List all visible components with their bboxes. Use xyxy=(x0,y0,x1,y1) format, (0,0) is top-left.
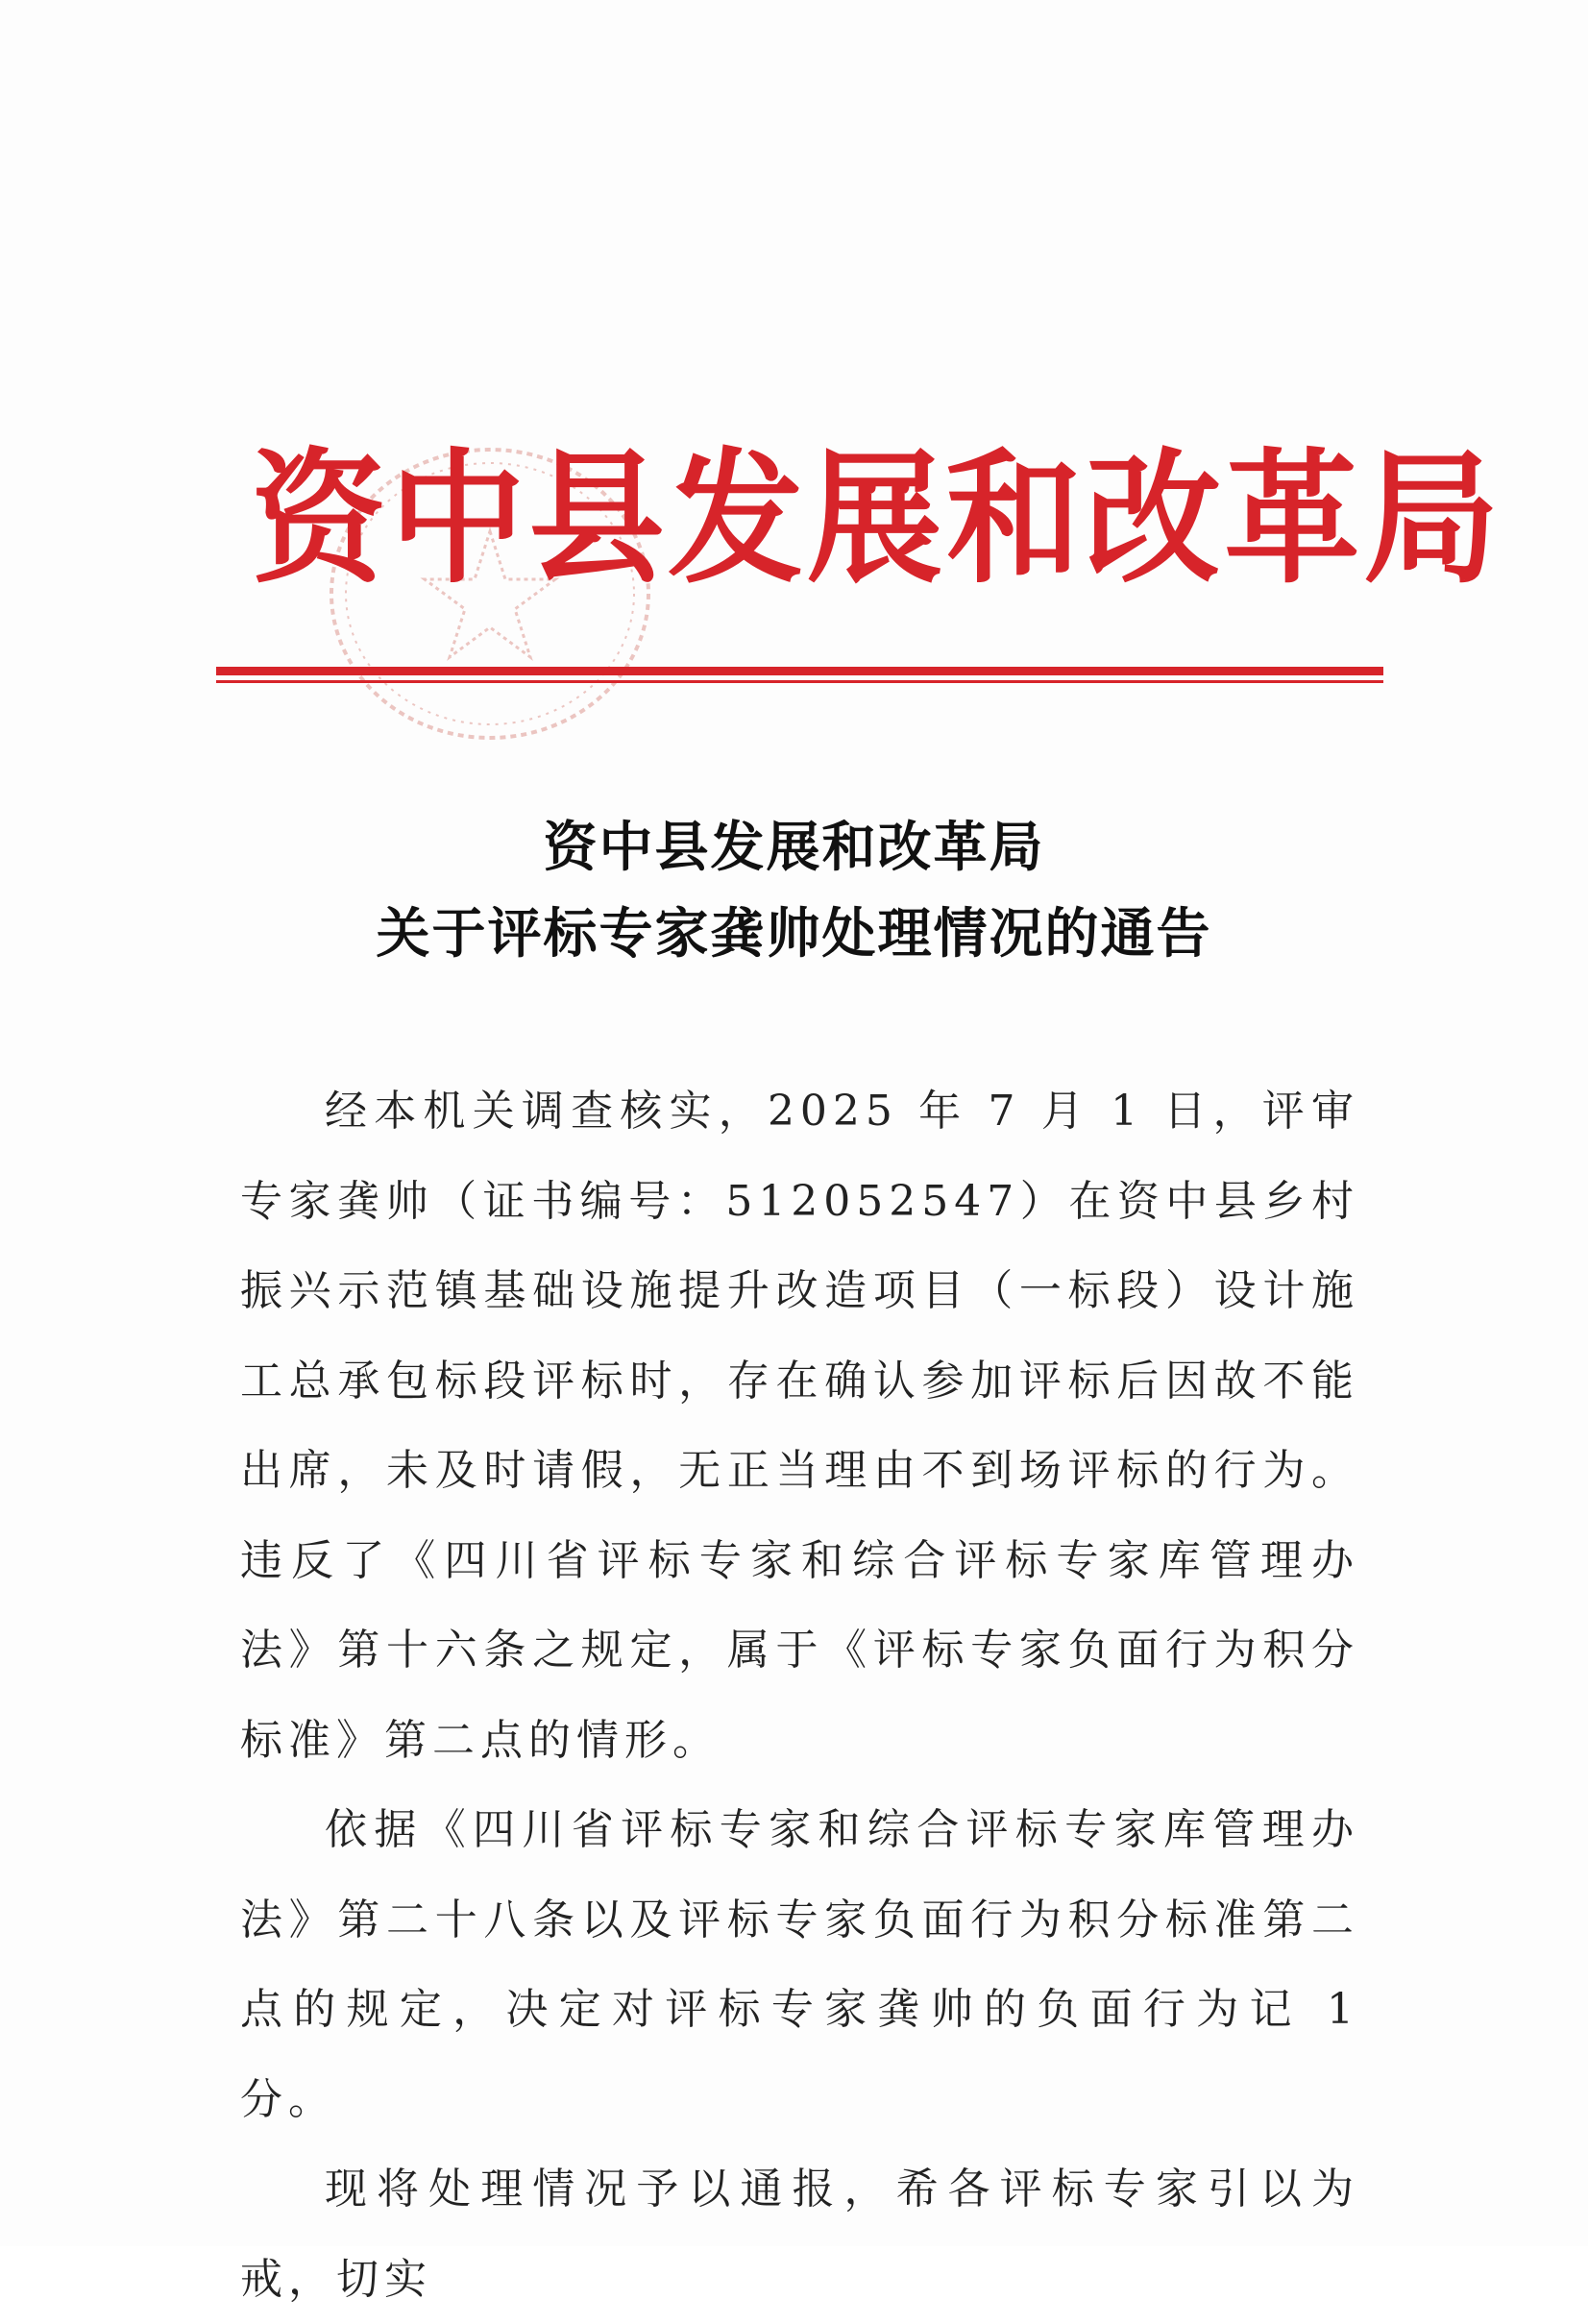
notice-title-line-2: 关于评标专家龚帅处理情况的通告 xyxy=(376,903,1212,966)
letterhead-org-name: 资中县发展和改革局 xyxy=(251,434,1502,603)
body-paragraph-1: 经本机关调查核实，2025 年 7 月 1 日，评审专家龚帅（证书编号：512052547）在资中县乡村振兴示范镇基础设施提升改造项目（一标段）设计施工总承包标段评标时，存在确认参加评标后因故不能出席，未及时请假，无正当理由不到场评标的行为。违反了《四川省评标专家和综合评标专家库管理办法》第十六条之规定，属于《评标专家负面行为积分标准》第二点的情形。 xyxy=(240,1087,1359,1765)
letterhead-red-rule xyxy=(216,667,1383,675)
letterhead xyxy=(216,434,1502,629)
notice-body xyxy=(240,1066,1359,2324)
body-paragraph-2: 依据《四川省评标专家和综合评标专家库管理办法》第二十八条以及评标专家负面行为积分标准第二点的规定，决定对评标专家龚帅的负面行为记 1 分。 xyxy=(240,1805,1359,2124)
letterhead-red-rule-thin xyxy=(216,680,1383,683)
notice-title-line-1: 资中县发展和改革局 xyxy=(543,817,1045,879)
body-paragraph-3: 现将处理情况予以通报，希各评标专家引以为戒，切实 xyxy=(240,2165,1359,2304)
